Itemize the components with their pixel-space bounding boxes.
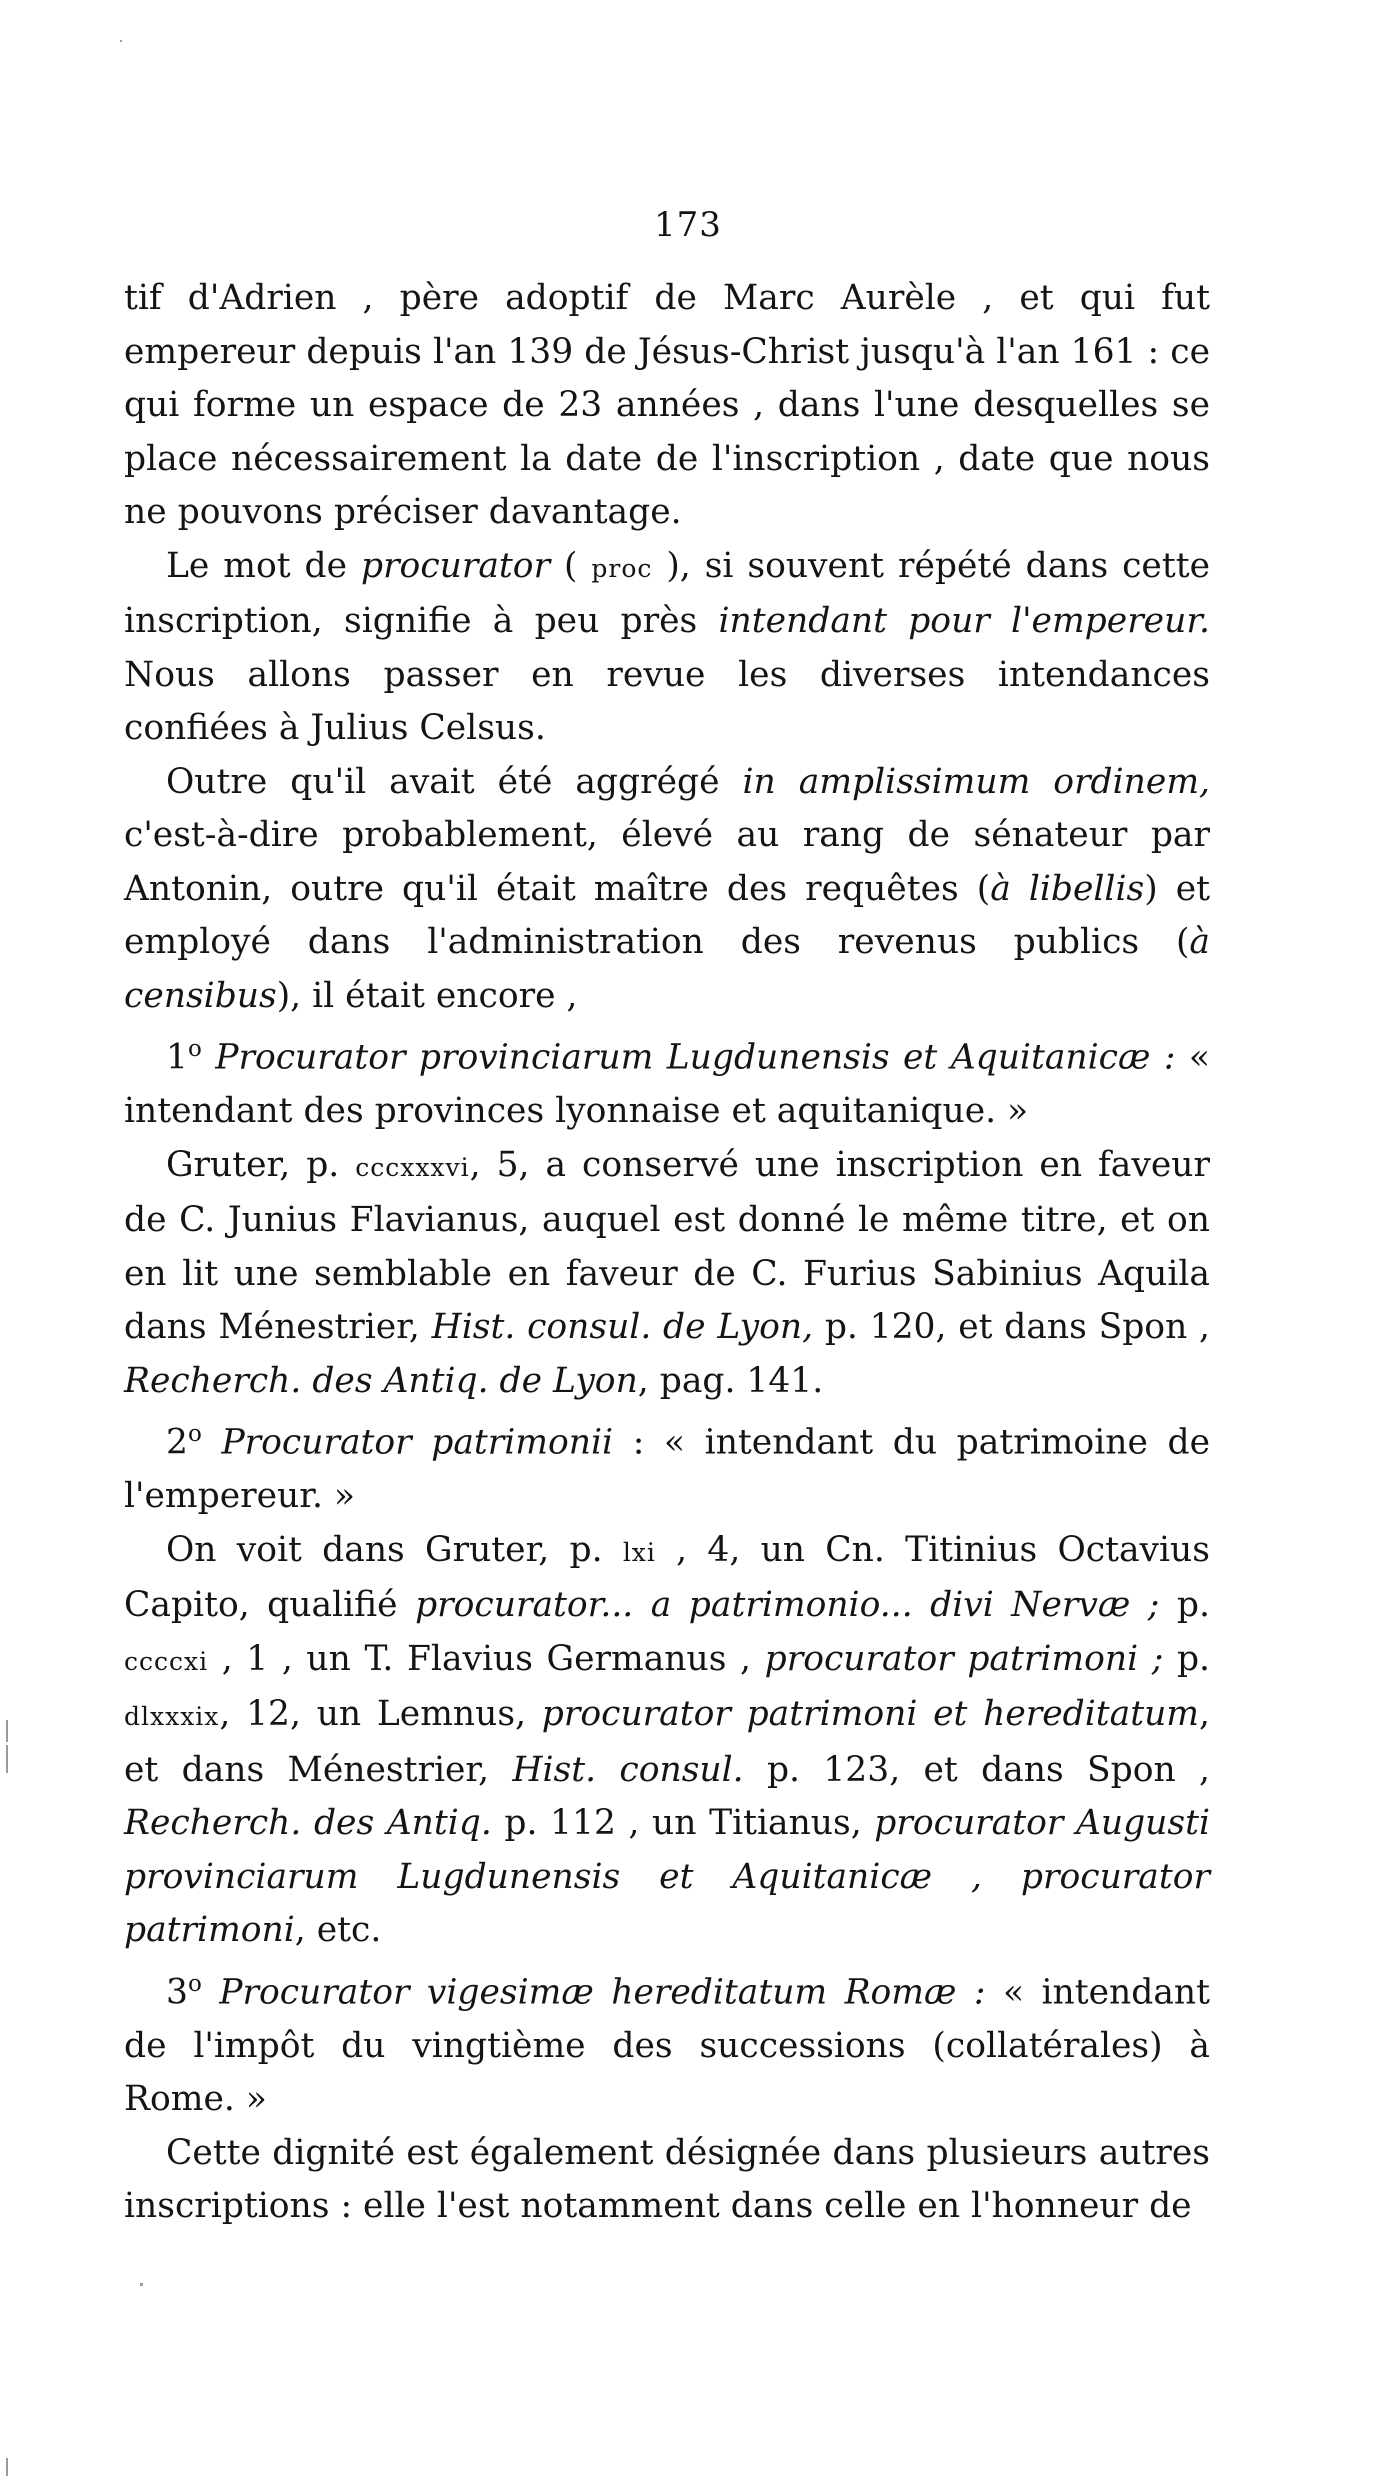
italic-run: Recherch. des Antiq. [124,1803,492,1843]
paragraph [124,540,1210,756]
italic-run: Procurator vigesimæ hereditatum Romæ : [219,1972,986,2012]
scan-mark [120,40,122,42]
text-run [202,1423,222,1463]
paragraph [124,2127,1210,2234]
ordinal-mark: o [187,1421,202,1447]
paragraph [124,756,1210,1024]
text-run: , 1 , un T. Flavius Germanus , [208,1638,765,1679]
text-run [202,1972,219,2012]
text-run: , etc. [294,1910,382,1950]
text-run: « intendant des provinces lyonnaise et aquitanique. » [124,1037,1210,1131]
scan-mark [6,1745,8,1773]
text-run: ), si souvent répété dans cette inscription, signifie à peu près [124,545,1210,641]
paragraph [124,1408,1210,1524]
text-run: « intendant de l'impôt du vingtième des successions (collatérales) à Rome. » [124,1972,1210,2119]
italic-run: Hist. consul. de Lyon, [431,1307,814,1347]
paragraph [124,1958,1210,2127]
italic-run: Procurator provinciarum Lugdunensis et Aquitanicæ : [215,1037,1176,1078]
italic-run: intendant pour l'empereur. [718,601,1210,641]
scan-mark [6,2458,8,2476]
text-run: , et dans Ménestrier, [124,1694,1210,1790]
roman-numeral: ccccxi [124,1646,209,1676]
text-run: tif d'Adrien , père adoptif de Marc Aurèle , et qui fut empereur depuis l'an 139 de Jésus-Christ jusqu'à l'an 161 : ce qui forme un espace de 23 années , dans l'une desquelles se place nécessairement la date de l'inscription , date que nous ne pouvons préciser davantage. [124,278,1210,532]
text-run: ) et employé dans l'administration des revenus publics ( [124,868,1210,962]
text-run: p. 120, et dans Spon , [813,1307,1211,1347]
text-run: p. 112 , un Titianus, [491,1803,875,1843]
text-run: , pag. 141. [637,1360,824,1401]
text-run: , 12, un Lemnus, [219,1694,542,1734]
paragraph [124,1023,1210,1139]
text-run: 1 [166,1037,188,1078]
italic-run: à libellis [990,868,1145,909]
text-run: , 4, un Cn. Titinius Octavius Capito, qualifié [124,1529,1210,1625]
roman-numeral: dlxxxix [124,1702,220,1731]
italic-run: procurator patrimoni et hereditatum [541,1694,1200,1734]
italic-run: à censibus [124,922,1210,1016]
text-run [202,1038,215,1078]
scan-mark [140,2283,143,2286]
text-run: ( [550,545,592,586]
italic-run: procurator [360,545,551,586]
text-run: 3 [166,1972,188,2012]
body-text [124,272,1210,2234]
text-run: : « intendant du patrimoine de l'empereur. » [124,1422,1210,1516]
text-run: Nous allons passer en revue les diverses intendances confiées à Julius Celsus. [124,654,1210,748]
text-run: c'est-à-dire probablement, élevé au rang de sénateur par Antonin, outre qu'il était maître des requêtes ( [124,815,1210,909]
italic-run: Recherch. des Antiq. de Lyon [124,1360,638,1401]
italic-run: Hist. consul. [512,1749,744,1790]
roman-numeral: cccxxxvi [355,1152,470,1182]
text-run: Cette dignité est également désignée dans plusieurs autres inscriptions : elle l'est notamment dans celle en l'honneur de [124,2132,1210,2226]
text-run: Le mot de [166,545,361,586]
ordinal-mark: o [187,1970,202,1997]
italic-run: in amplissimum ordinem, [742,761,1210,802]
text-run: , 5, a conservé une inscription en faveur de C. Junius Flavianus, auquel est donné le même titre, et on en lit une semblable en faveur de C. Furius Sabinius Aquila dans Ménestrier, [124,1144,1210,1347]
paragraph [124,272,1210,540]
scan-mark [6,1720,8,1742]
text-run: p. 123, et dans Spon , [743,1749,1211,1790]
ordinal-mark: o [187,1036,202,1062]
roman-numeral: lxi [622,1537,656,1567]
text-run: 2 [166,1422,188,1463]
italic-run: procurator Augusti provinciarum Lugdunensis et Aquitanicæ , procurator patrimoni [124,1803,1211,1950]
roman-numeral: proc [591,553,653,583]
italic-run: Procurator patrimonii [221,1422,614,1463]
text-run: p. [1163,1638,1210,1679]
italic-run: procurator... a patrimonio... divi Nervæ ; [415,1585,1160,1625]
page-number: 173 [654,205,722,245]
text-run: On voit dans Gruter, p. [166,1529,623,1570]
text-run: Outre qu'il avait été aggrégé [166,761,743,802]
text-run: p. [1159,1585,1210,1625]
text-run: ), il était encore , [276,975,578,1016]
paragraph [124,1524,1210,1958]
paragraph [124,1139,1210,1409]
italic-run: procurator patrimoni ; [764,1638,1164,1679]
text-run: Gruter, p. [166,1144,356,1185]
